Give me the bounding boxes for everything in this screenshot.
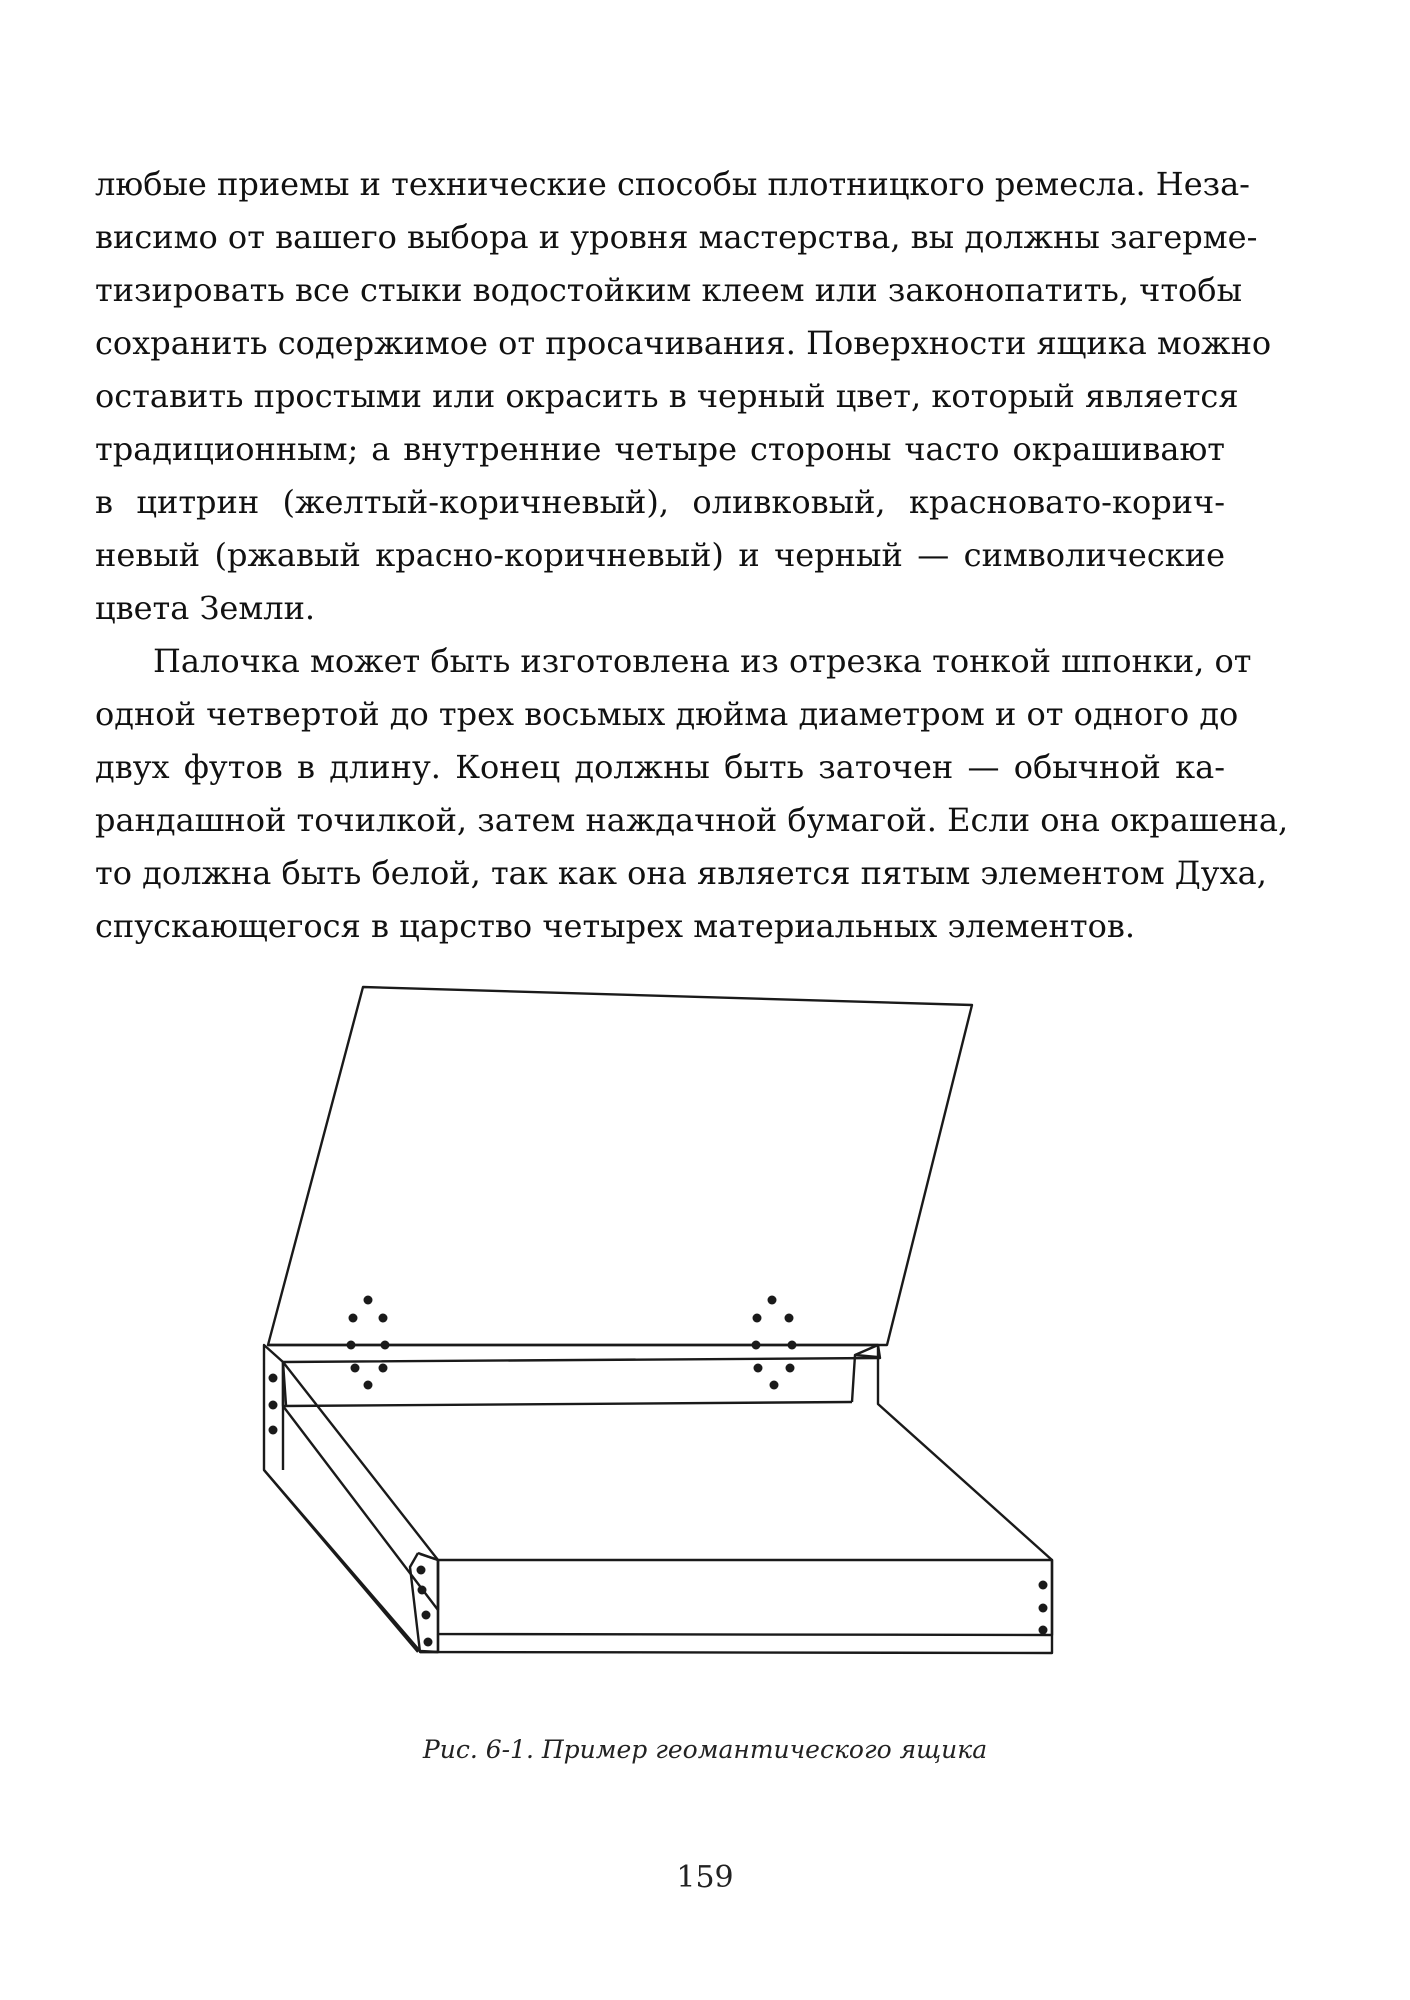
box-front-side [438, 1560, 1052, 1635]
text-line: рандашной точилкой, затем наждачной бумагой. Если она окрашена, [95, 801, 1289, 839]
text-line: сохранить содержимое от просачивания. Поверхности ящика можно [95, 324, 1272, 362]
text-line: то должна быть белой, так как она является пятым элементом Духа, [95, 854, 1267, 892]
box-right-side [878, 1345, 1052, 1635]
right-hinge-screws [752, 1296, 797, 1390]
body-text [95, 158, 1289, 953]
text-line: спускающегося в царство четырех материальных элементов. [95, 907, 1136, 945]
left-hinge-screws [347, 1296, 390, 1390]
text-line: одной четвертой до трех восьмых дюйма диаметром и от одного до [95, 695, 1239, 733]
geomantic-box-illustration [250, 980, 1070, 1660]
text-line: цвета Земли. [95, 589, 316, 627]
left-end-screws [269, 1374, 433, 1647]
text-line: в цитрин (желтый-коричневый), оливковый, красновато-корич- [95, 483, 1225, 521]
text-line: традиционным; а внутренние четыре стороны часто окрашивают [95, 430, 1225, 468]
text-line: висимо от вашего выбора и уровня мастерства, вы должны загерме- [95, 218, 1258, 256]
text-line: тизировать все стыки водостойким клеем или законопатить, чтобы [95, 271, 1243, 309]
right-end-screws [1039, 1581, 1048, 1635]
page-number: 159 [676, 1860, 734, 1895]
box-back-side [268, 1345, 880, 1362]
box-left-side [264, 1345, 438, 1652]
text-line: двух футов в длину. Конец должны быть заточен — обычной ка- [95, 748, 1225, 786]
paragraph-1 [95, 158, 1272, 635]
paragraph-2 [95, 635, 1289, 953]
text-line: оставить простыми или окрасить в черный цвет, который является [95, 377, 1239, 415]
figure-caption: Рис. 6-1. Пример геомантического ящика [422, 1735, 988, 1764]
text-line: Палочка может быть изготовлена из отрезка тонкой шпонки, от [153, 642, 1252, 680]
box-lid [268, 987, 972, 1345]
text-line: любые приемы и технические способы плотницкого ремесла. Неза- [95, 165, 1250, 203]
text-line: невый (ржавый красно-коричневый) и черный — символические [95, 536, 1225, 574]
